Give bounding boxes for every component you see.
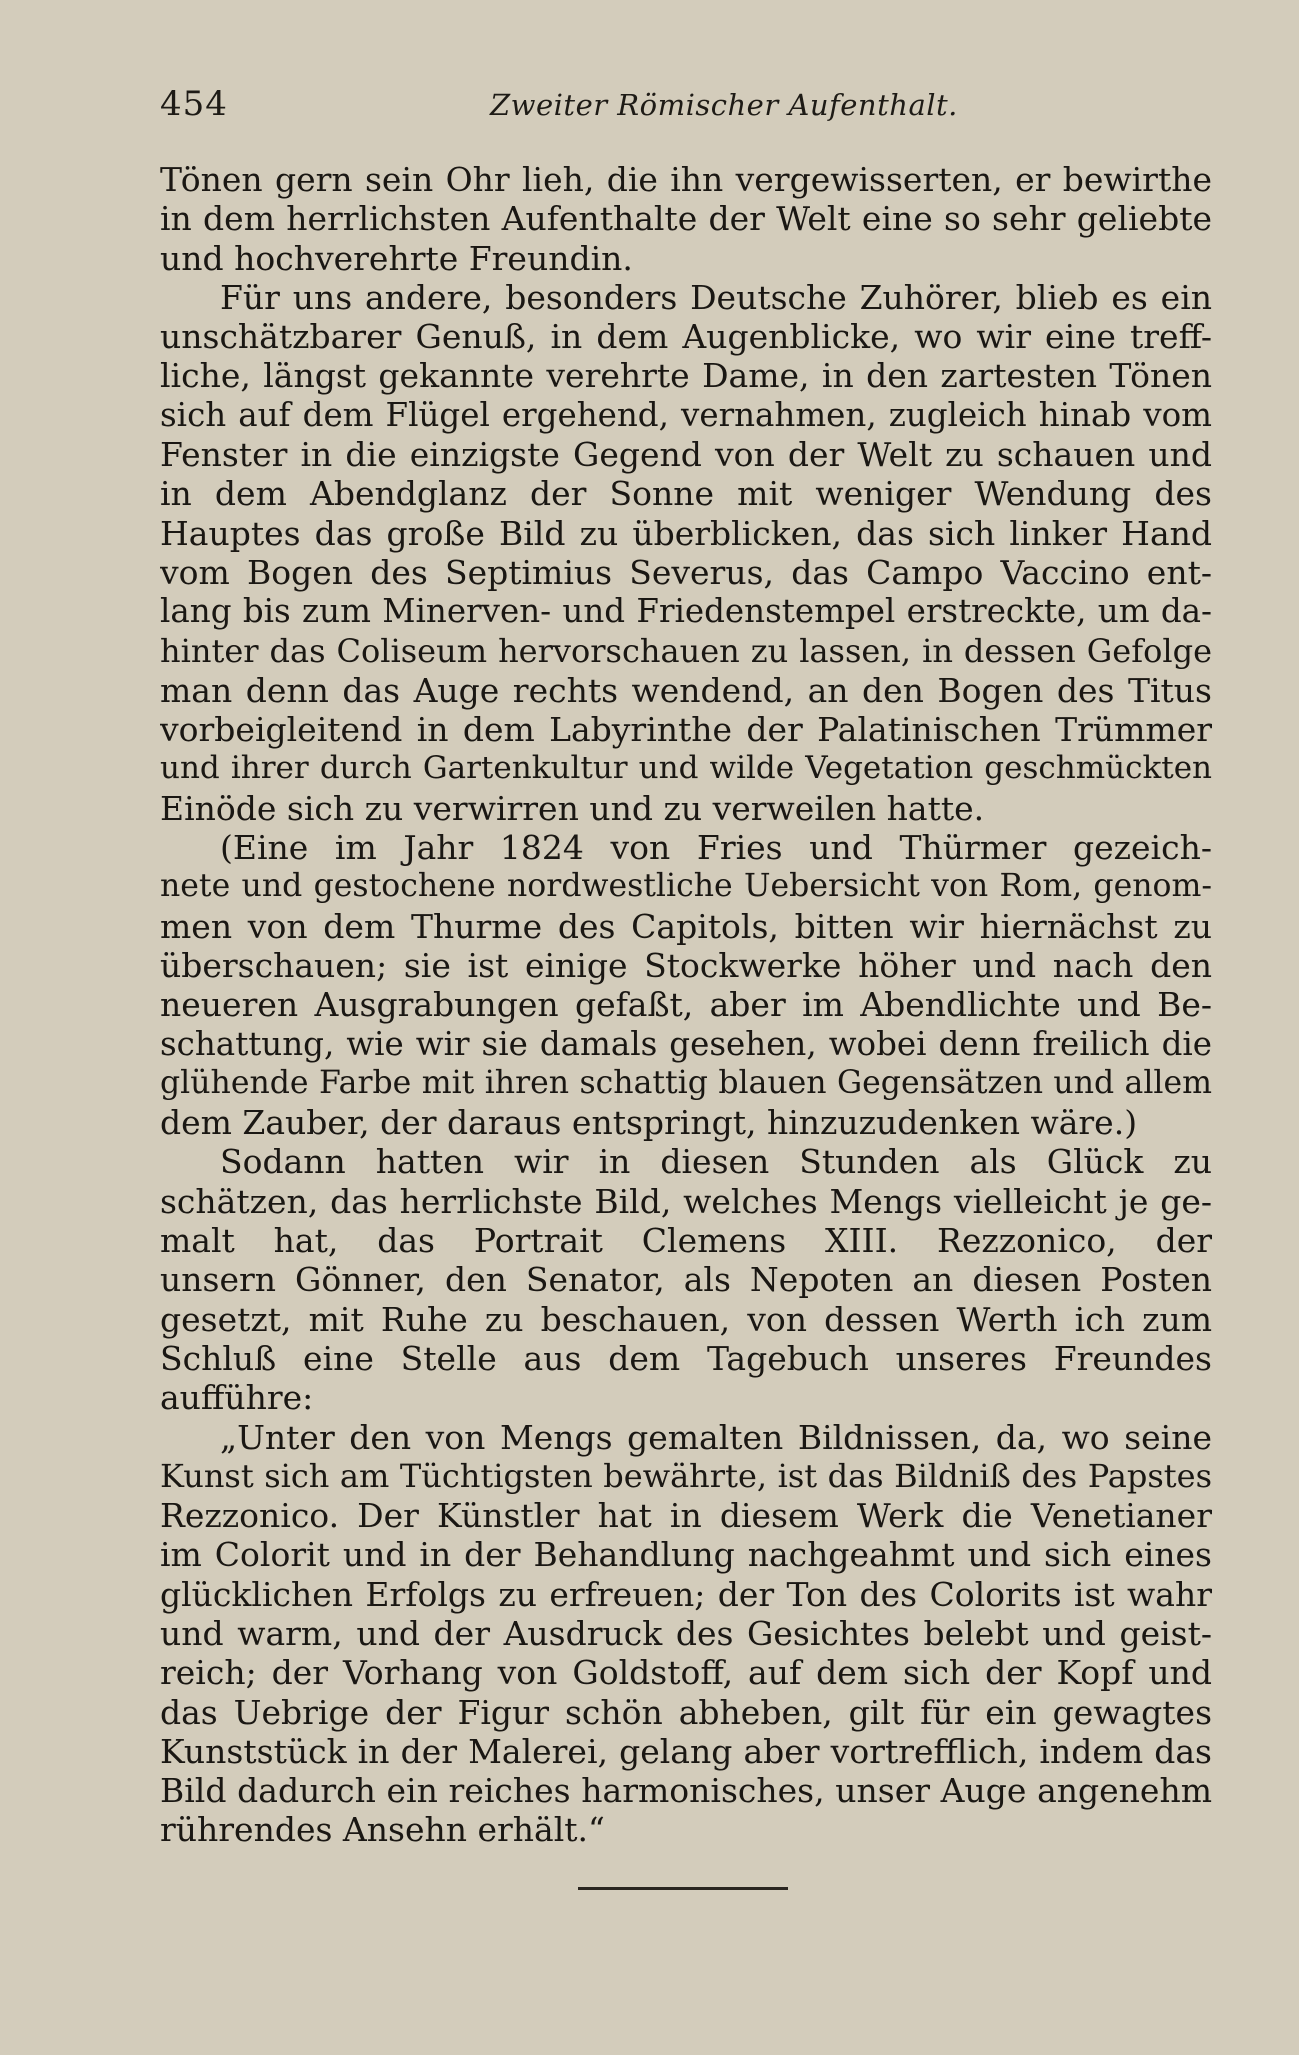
- text-line: reich; der Vorhang von Goldstoff, auf dem sich der Kopf und: [160, 1653, 1212, 1693]
- text-line: Bild dadurch ein reiches harmonisches, unser Auge angenehm: [160, 1771, 1212, 1811]
- text-line: Sodann hatten wir in diesen Stunden als Glück zu: [220, 1142, 1212, 1182]
- text-line: lang bis zum Minerven- und Friedenstempel erstreckte, um da-: [160, 592, 1212, 631]
- text-line: sich auf dem Flügel ergehend, vernahmen, zugleich hinab vom: [160, 395, 1212, 434]
- text-line: man denn das Auge rechts wendend, an den Bogen des Titus: [160, 670, 1212, 710]
- body-text: [160, 160, 1212, 1850]
- text-line: und ihrer durch Gartenkultur und wilde Vegetation geschmückten: [160, 750, 1212, 787]
- text-line: (Eine im Jahr 1824 von Fries und Thürmer gezeich-: [220, 828, 1212, 868]
- text-line: schätzen, das herrlichste Bild, welches Mengs vielleicht je ge-: [160, 1181, 1212, 1221]
- text-line: Hauptes das große Bild zu überblicken, das sich linker Hand: [160, 513, 1212, 553]
- text-line: und warm, und der Ausdruck des Gesichtes belebt und geist-: [160, 1613, 1212, 1653]
- text-line: glücklichen Erfolgs zu erfreuen; der Ton des Colorits ist wahr: [160, 1574, 1212, 1614]
- text-line: in dem herrlichsten Aufenthalte der Welt eine so sehr geliebte: [160, 199, 1212, 239]
- text-line: und hochverehrte Freundin.: [160, 238, 633, 278]
- text-line: Rezzonico. Der Künstler hat in diesem Werk die Venetianer: [160, 1496, 1212, 1536]
- text-line: „Unter den von Mengs gemalten Bildnissen, da, wo seine: [220, 1417, 1212, 1457]
- text-line: das Uebrige der Figur schön abheben, gilt für ein gewagtes: [160, 1692, 1212, 1732]
- text-line: Für uns andere, besonders Deutsche Zuhörer, blieb es ein: [220, 277, 1212, 317]
- text-line: im Colorit und in der Behandlung nachgeahmt und sich eines: [160, 1535, 1212, 1575]
- text-line: dem Zauber, der daraus entspringt, hinzuzudenken wäre.): [160, 1103, 1138, 1143]
- text-line: men von dem Thurme des Capitols, bitten wir hiernächst zu: [160, 906, 1212, 946]
- text-line: aufführe:: [160, 1378, 314, 1418]
- text-line: Schluß eine Stelle aus dem Tagebuch unseres Freundes: [160, 1338, 1212, 1378]
- text-line: Kunststück in der Malerei, gelang aber vortrefflich, indem das: [160, 1731, 1212, 1771]
- text-line: rührendes Ansehn erhält.“: [160, 1810, 605, 1850]
- text-line: glühende Farbe mit ihren schattig blauen Gegensätzen und allem: [160, 1064, 1212, 1101]
- end-rule: [578, 1887, 788, 1890]
- text-line: nete und gestochene nordwestliche Uebersicht von Rom, genom-: [160, 868, 1212, 905]
- text-line: liche, längst gekannte verehrte Dame, in den zartesten Tönen: [160, 356, 1212, 396]
- text-line: vorbeigleitend in dem Labyrinthe der Palatinischen Trümmer: [160, 710, 1212, 750]
- page-number: 454: [160, 84, 228, 124]
- text-line: unsern Gönner, den Senator, als Nepoten an diesen Posten: [160, 1260, 1212, 1300]
- text-line: gesetzt, mit Ruhe zu beschauen, von dessen Werth ich zum: [160, 1299, 1212, 1339]
- text-line: Fenster in die einzigste Gegend von der Welt zu schauen und: [160, 435, 1212, 475]
- text-line: Tönen gern sein Ohr lieh, die ihn vergewisserten, er bewirthe: [160, 160, 1212, 199]
- text-line: vom Bogen des Septimius Severus, das Campo Vaccino ent-: [160, 552, 1212, 592]
- text-line: hinter das Coliseum hervorschauen zu lassen, in dessen Gefolge: [160, 631, 1212, 670]
- text-line: in dem Abendglanz der Sonne mit weniger Wendung des: [160, 474, 1212, 514]
- text-line: malt hat, das Portrait Clemens XIII. Rezzonico, der: [160, 1221, 1212, 1261]
- text-line: neueren Ausgrabungen gefaßt, aber im Abendlichte und Be-: [160, 985, 1212, 1025]
- text-line: unschätzbarer Genuß, in dem Augenblicke, wo wir eine treff-: [160, 317, 1212, 357]
- text-line: überschauen; sie ist einige Stockwerke höher und nach den: [160, 945, 1212, 985]
- text-line: schattung, wie wir sie damals gesehen, wobei denn freilich die: [160, 1024, 1212, 1063]
- running-title: Zweiter Römischer Aufenthalt.: [490, 88, 958, 122]
- page-header: [160, 84, 1210, 144]
- text-line: Kunst sich am Tüchtigsten bewährte, ist das Bildniß des Papstes: [160, 1456, 1212, 1495]
- text-line: Einöde sich zu verwirren und zu verweilen hatte.: [160, 788, 985, 828]
